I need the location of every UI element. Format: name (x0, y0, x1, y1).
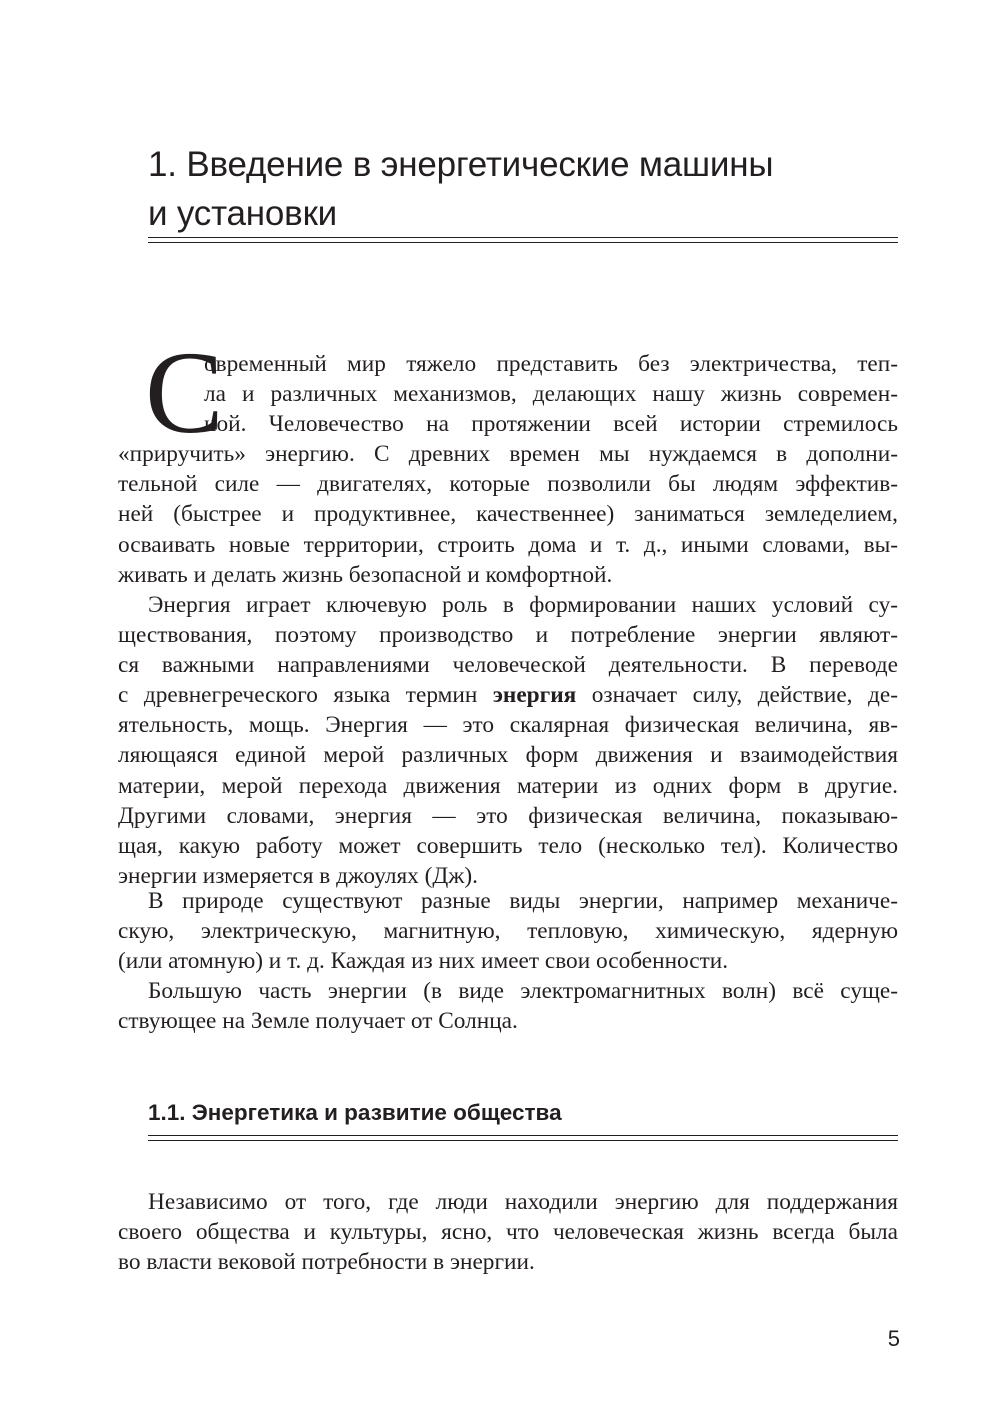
text-line: тельной силе — двигателях, которые позволили бы людям эффектив- (118, 471, 898, 498)
section-title-divider (148, 1135, 898, 1141)
text-line: «приручить» энергию. С древних времен мы нуждаемся в дополни- (118, 441, 898, 468)
text-line: во власти вековой потребности в энергии. (118, 1249, 535, 1276)
text-line: своего общества и культуры, ясно, что человеческая жизнь всегда была (118, 1219, 898, 1246)
term-energy: энергия (492, 682, 577, 709)
text-line: В природе существуют разные виды энергии, например механиче- (148, 888, 898, 914)
text-line: ла и различных механизмов, делающих нашу жизнь современ- (204, 381, 898, 408)
sun-energy-paragraph (118, 976, 898, 1036)
text-line: Большую часть энергии (в виде электромагнитных волн) всё суще- (148, 978, 898, 1004)
chapter-title-line-1: 1. Введение в энергетические машины (148, 145, 774, 184)
chapter-title (148, 140, 908, 238)
text-line: (или атомную) и т. д. Каждая из них имеет свои особенности. (118, 948, 729, 975)
text-line: ляющаяся единой мерой различных форм движения и взаимодействия (118, 742, 898, 769)
text-fragment: означает силу, действие, де- (576, 682, 898, 709)
text-line: ней (быстрее и продуктивнее, качественнее) заниматься земледелием, (118, 501, 898, 528)
text-line: Другими словами, энергия — это физическая величина, показываю- (118, 802, 898, 829)
text-line: материи, мерой перехода движения материи из одних форм в другие. (118, 772, 898, 799)
text-line: щая, какую работу может совершить тело (несколько тел). Количество (118, 832, 898, 859)
text-line: скую, электрическую, магнитную, тепловую, химическую, ядерную (118, 918, 898, 945)
intro-paragraph (118, 349, 898, 590)
section-title: 1.1. Энергетика и развитие общества (148, 1100, 562, 1125)
text-line: ществования, поэтому производство и потребление энергии являют- (118, 622, 898, 649)
text-line: живать и делать жизнь безопасной и комфортной. (118, 561, 613, 588)
text-fragment: с древнегреческого языка термин (118, 682, 493, 709)
text-line: Энергия играет ключевую роль в формировании наших условий су- (148, 592, 898, 618)
text-line: осваивать новые территории, строить дома и т. д., иными словами, вы- (118, 531, 898, 558)
text-line: Независимо от того, где люди находили энергию для поддержания (148, 1189, 898, 1215)
chapter-title-divider (148, 237, 898, 243)
energy-types-paragraph (118, 886, 898, 976)
text-line (118, 680, 898, 710)
text-line: ятельность, мощь. Энергия — это скалярная физическая величина, яв- (118, 712, 898, 739)
text-line: ся важными направлениями человеческой деятельности. В переводе (118, 652, 898, 679)
energy-definition-paragraph (118, 590, 898, 891)
text-line: ствующее на Земле получает от Солнца. (118, 1008, 518, 1035)
text-line: овременный мир тяжело представить без электричества, теп- (204, 351, 898, 377)
drop-cap: С (145, 327, 224, 458)
text-line: энергии измеряется в джоулях (Дж). (118, 862, 478, 889)
chapter-title-line-2: и установки (148, 194, 338, 233)
text-line: ной. Человечество на протяжении всей истории стремилось (204, 411, 898, 438)
society-paragraph (118, 1187, 898, 1277)
page-number: 5 (887, 1326, 900, 1351)
